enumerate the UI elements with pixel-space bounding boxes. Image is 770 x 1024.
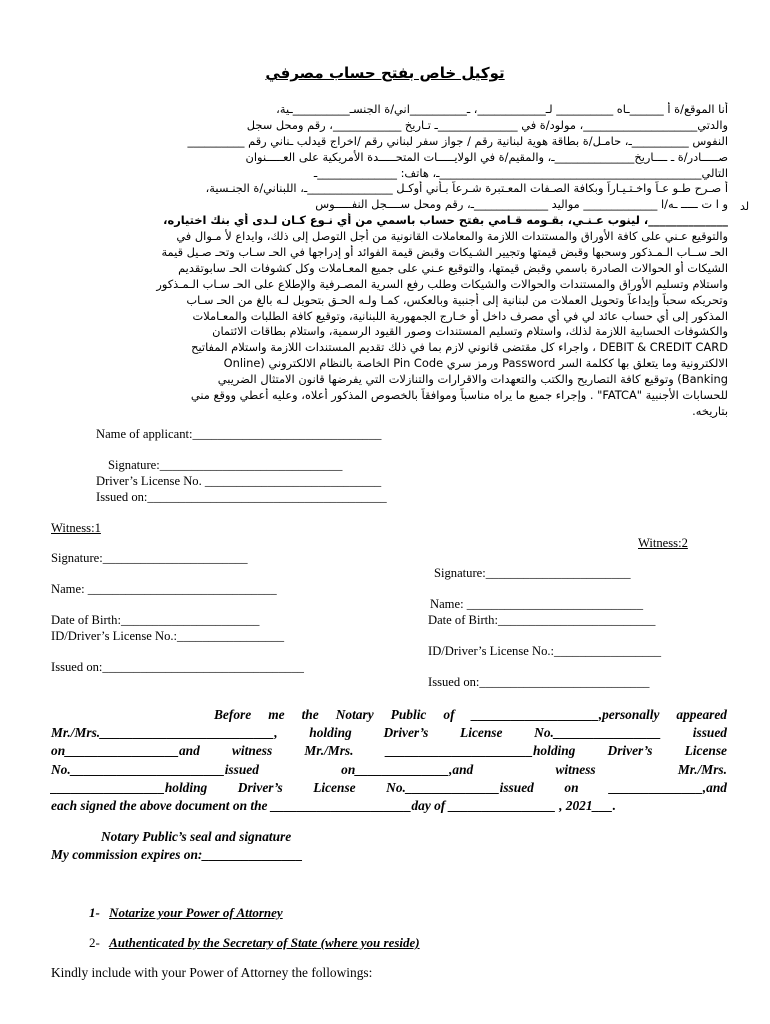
notary-line: No._______________________issued on______________,and witness Mr./Mrs. xyxy=(51,761,727,777)
applicant-signature-field[interactable]: Signature:_____________________________ xyxy=(108,458,343,472)
notary-seal-label: Notary Public’s seal and signature xyxy=(101,829,292,844)
notary-line: each signed the above document on the _____________________day of ________________ , 2021___. xyxy=(51,797,616,813)
witness2-id-field[interactable]: ID/Driver’s License No.:_________________ xyxy=(428,644,662,658)
step-1-number: 1- xyxy=(89,905,100,920)
commission-expiry-field[interactable]: My commission expires on:_______________ xyxy=(51,847,303,862)
notary-statement xyxy=(51,706,727,815)
arabic-line: المذكور إلى أي حساب عائد لي في أي مصرف داخل أو خـارج الجمهورية اللبنانية، وتوقيع كافة الطلبات والمعـاملات xyxy=(192,308,728,323)
witness2-signature-field[interactable]: Signature:_______________________ xyxy=(434,566,631,580)
arabic-line: الشيكات أو الحوالات الصادرة باسمي وقبض قيمتها، والتوقيع عـني على جميع المعـاملات وكل كشوفات الحـ سابوتقديم xyxy=(178,260,728,275)
witness1-name-field[interactable]: Name: ______________________________ xyxy=(51,582,277,596)
margin-mark: لد xyxy=(740,200,750,213)
arabic-power-of-attorney-text xyxy=(40,102,728,420)
witness1-dob-field[interactable]: Date of Birth:______________________ xyxy=(51,613,260,627)
witness1-id-field[interactable]: ID/Driver’s License No.:_________________ xyxy=(51,629,285,643)
arabic-line: والكشوفات الحسابية اللازمة لذلك، واستلام وتسليم المستندات وصور القيود الرسمية، واستلام بطاقات الائتمان xyxy=(212,324,728,339)
witness1-issued-field[interactable]: Issued on:________________________________ xyxy=(51,660,304,674)
notary-line: Before me the Notary Public of ___________________,personally appeared xyxy=(214,707,727,722)
arabic-line: واستلام وتسليم الأوراق والمستندات والحوالات والشيكات وطلب رفع السرية المصـرفية والإطلاع على الحـ سـاب الـمـذكور xyxy=(156,276,728,291)
step-1-text: Notarize your Power of Attorney xyxy=(109,905,283,920)
arabic-line: بتاريخه. xyxy=(692,403,728,418)
notary-line: Mr./Mrs.__________________________, holding Driver’s License No.________________ issued xyxy=(51,725,727,741)
arabic-line: أ صـرح طـو عـاً واخـتـيـاراً وبكافة الصـفات المعـتبرة شـرعاً بـأني أوكـل _______________ـ، اللبناني/ة الجنـسية، xyxy=(205,181,728,196)
step-2 xyxy=(89,935,420,951)
witness2-issued-field[interactable]: Issued on:___________________________ xyxy=(428,675,650,689)
arabic-line: و ا ت ـــــ ـه/ا _____________ مواليد _____________ـ، رقم ومحل ســــجل النفـــــوس xyxy=(315,197,728,212)
step-2-number: 2- xyxy=(89,935,100,950)
arabic-line: للحسابات الأجنبية "FATCA" . وإجراء جميع ما يراه مناسباً وموافقاً بالخصوص المذكور أعلاه، وعليه أعطي ووقع مني xyxy=(190,388,728,403)
applicant-name-field[interactable]: Name of applicant:______________________________ xyxy=(96,427,382,441)
arabic-line: الالكترونية وما يتعلق بها ككلمة السر Password ورمز سري Pin Code الخاصة بالنظام الالكتروني (Online xyxy=(223,356,728,371)
arabic-line: صـــــادر/ة ـ ــــاريخ______________ـ، والمقيم/ة في الولايـــــات المتحـــــدة الأمريكية على العـــــنوان xyxy=(245,149,728,164)
step-2-text: Authenticated by the Secretary of State (where you reside) xyxy=(109,935,420,950)
document-title: توكيل خاص بفتح حساب مصرفي xyxy=(265,64,505,82)
arabic-line: التالي______________________________________________ـ، هاتف: ______________ـ xyxy=(313,165,728,180)
witness2-name-field[interactable]: Name: ____________________________ xyxy=(430,597,644,611)
arabic-line: الحـ ســاب الـمـذكور وسحبها وقبض قيمتها وتجيير الشـيكات وقبض قيمة الفوائد أو إدراجها في الحـ سـاب وتحـ صـيل قيمة xyxy=(161,245,728,260)
arabic-line: DEBIT & CREDIT CARD ، واجراء كل مقتضى قانوني لازم بما في ذلك تقديم المستندات اللازمة واستلام المفاتيح xyxy=(191,340,728,355)
closing-instruction: Kindly include with your Power of Attorney the followings: xyxy=(51,965,373,980)
arabic-line: ______________، لينوب عـنـي، بقـومه قـامي بفتح حساب باسمي من أي نـوع كـان لـدى أي بنك اختياره، xyxy=(163,213,728,228)
notary-line: on_________________and witness Mr./Mrs. ______________________holding Driver’s License xyxy=(51,743,727,759)
applicant-issued-field[interactable]: Issued on:______________________________________ xyxy=(96,490,387,504)
arabic-line: وتحريكه سحباً وإيداعاً وتحويل العملات من لبنانية إلى أجنبية وبالعكس، كمـا ولـه الحـق بتحويل لـه بالغ من الحـ سـاب xyxy=(186,292,728,307)
witness2-dob-field[interactable]: Date of Birth:_________________________ xyxy=(428,613,656,627)
witness1-heading: Witness:1 xyxy=(51,521,101,535)
step-1 xyxy=(89,905,283,921)
witness1-signature-field[interactable]: Signature:_______________________ xyxy=(51,551,248,565)
witness2-heading: Witness:2 xyxy=(638,536,688,550)
arabic-line: والدتي____________________، مولود/ة في ______________ـ تـاريخ ____________، رقم ومحل سجل xyxy=(246,117,728,132)
arabic-line: النفوس __________ـ، حامـل/ة بطاقة هوية لبنانية رقم / جواز سفر لبناني رقم /اخراج قيدلب ـناني رقم __________ xyxy=(187,133,728,148)
arabic-line: أنا الموقع/ة أ ______ـاه __________ لـ____________، ـ__________اني/ة الجنسـ__________ـية، xyxy=(276,102,728,116)
arabic-line: والتوقيع عـني على كافة الأوراق والمستندات اللازمة والمعاملات القانونية من أجل التوصل إلى ذلك، وايداع لأ مـوال في xyxy=(176,229,728,244)
arabic-line: Banking) وتوقيع كافة التصاريح والكتب والتعهدات والاقرارات والتنازلات التي يفرضها قانون الامتثال الضريبي xyxy=(217,372,728,387)
notary-line: _________________holding Driver’s License No.______________issued on ______________,and xyxy=(51,779,727,795)
applicant-license-field[interactable]: Driver’s License No. ____________________________ xyxy=(96,474,382,488)
